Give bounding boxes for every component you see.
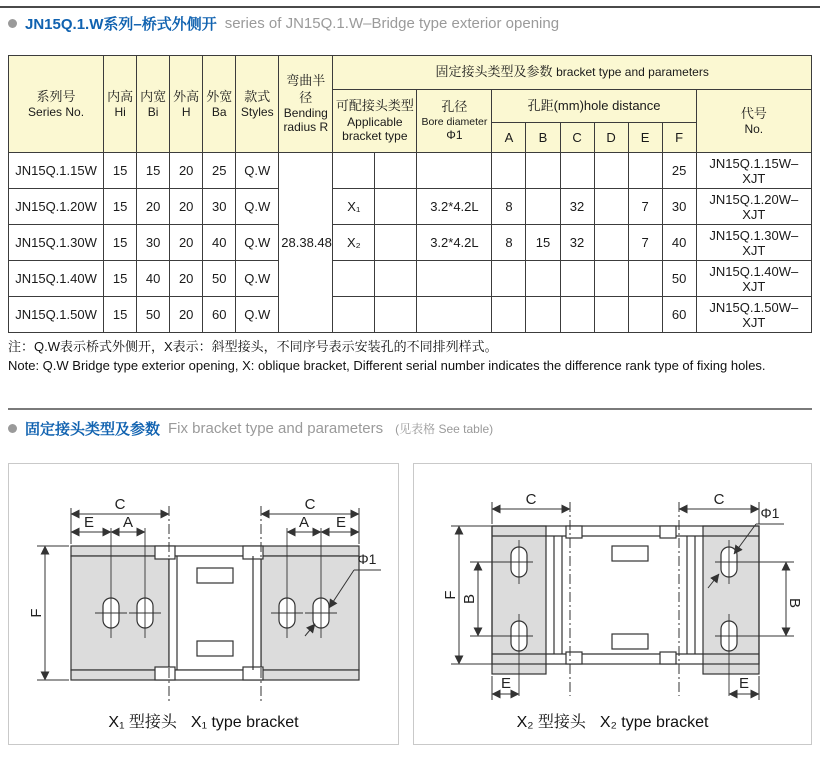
section-title-zh: 固定接头类型及参数 <box>25 421 161 438</box>
x2-label-c-left: C <box>525 491 537 508</box>
col-header-styles: 款式 Styles <box>236 56 279 153</box>
cell-C <box>560 261 594 297</box>
cell-bending-radius: 28.38.48 <box>279 153 333 333</box>
cell-E <box>628 153 662 189</box>
cell-bi: 50 <box>137 297 170 333</box>
cell-bi: 30 <box>137 225 170 261</box>
cell-styles: Q.W <box>236 297 279 333</box>
col-header-applicable-bracket: 可配接头类型 Applicable bracket type <box>333 90 417 153</box>
x1-label-phi: Φ1 <box>357 551 377 567</box>
col-header-hole-distance: 孔距(mm)hole distance <box>492 90 696 123</box>
cell-bracket <box>333 153 375 189</box>
cell-bore: 3.2*4.2L <box>417 225 492 261</box>
cell-styles: Q.W <box>236 189 279 225</box>
cell-D <box>594 261 628 297</box>
col-header-series: 系列号 Series No. <box>9 56 104 153</box>
cell-h: 20 <box>170 189 203 225</box>
col-header-E: E <box>628 123 662 153</box>
cell-A: 8 <box>492 189 526 225</box>
cell-bracket-extra <box>375 225 417 261</box>
cell-B <box>526 297 560 333</box>
cell-C: 32 <box>560 189 594 225</box>
cell-E <box>628 261 662 297</box>
col-header-ba: 外宽 Ba <box>203 56 236 153</box>
table-row <box>9 225 812 261</box>
col-header-D: D <box>594 123 628 153</box>
x2-label-phi: Φ1 <box>760 505 780 521</box>
page-title <box>8 13 812 34</box>
cell-h: 20 <box>170 297 203 333</box>
cell-bracket: X₁ <box>333 189 375 225</box>
cell-D <box>594 225 628 261</box>
cell-code: JN15Q.1.50W–XJT <box>696 297 811 333</box>
cell-ba: 30 <box>203 189 236 225</box>
cell-bore <box>417 297 492 333</box>
x2-label-c-right: C <box>713 491 725 508</box>
x1-label-e-left: E <box>83 514 95 531</box>
page-title-en: series of JN15Q.1.W–Bridge type exterior opening <box>224 15 560 32</box>
x2-label-b-right: B <box>786 597 803 609</box>
x2-drawing-svg <box>414 464 811 710</box>
cell-A <box>492 297 526 333</box>
x2-label-f: F <box>442 590 459 600</box>
col-header-C: C <box>560 123 594 153</box>
cell-series: JN15Q.1.50W <box>9 297 104 333</box>
cell-code: JN15Q.1.40W–XJT <box>696 261 811 297</box>
col-header-bracket-group: 固定接头类型及参数 bracket type and parameters <box>333 56 812 90</box>
cell-h: 20 <box>170 153 203 189</box>
cell-B <box>526 153 560 189</box>
cell-C <box>560 153 594 189</box>
cell-B: 15 <box>526 225 560 261</box>
col-header-bi: 内宽 Bi <box>137 56 170 153</box>
cell-F: 50 <box>662 261 696 297</box>
cell-bracket-extra <box>375 297 417 333</box>
cell-bi: 40 <box>137 261 170 297</box>
cell-bore <box>417 153 492 189</box>
cell-bracket-extra <box>375 153 417 189</box>
diagram-box-x1 <box>8 463 399 745</box>
x1-label-c-left: C <box>114 496 126 513</box>
table-note <box>8 338 812 376</box>
note-en: Note: Q.W Bridge type exterior opening, X: oblique bracket, Different serial number indicates the difference rank type of fixing holes. <box>8 357 766 373</box>
section-title <box>8 418 812 439</box>
cell-series: JN15Q.1.40W <box>9 261 104 297</box>
table-row <box>9 297 812 333</box>
x1-label-a-right: A <box>298 514 310 531</box>
cell-B <box>526 189 560 225</box>
x1-drawing-svg <box>9 464 398 710</box>
x1-label-f: F <box>28 608 45 618</box>
cell-C: 32 <box>560 225 594 261</box>
cell-hi: 15 <box>104 297 137 333</box>
col-header-hi: 内高 Hi <box>104 56 137 153</box>
col-header-bending-radius: 弯曲半径 Bending radius R <box>279 56 333 153</box>
note-zh: 注：Q.W表示桥式外侧开，X表示：斜型接头，不同序号表示安装孔的不同排列样式。 <box>8 339 498 354</box>
x1-label-c-right: C <box>304 496 316 513</box>
table-row <box>9 261 812 297</box>
cell-hi: 15 <box>104 153 137 189</box>
cell-bore <box>417 261 492 297</box>
x2-label-e-left: E <box>500 675 512 692</box>
cell-code: JN15Q.1.30W–XJT <box>696 225 811 261</box>
table-row <box>9 153 812 189</box>
col-header-bore-diameter: 孔径 Bore diameter Φ1 <box>417 90 492 153</box>
cell-E: 7 <box>628 225 662 261</box>
cell-C <box>560 297 594 333</box>
section-title-paren: (见表格 See table) <box>395 422 494 436</box>
cell-h: 20 <box>170 225 203 261</box>
cell-hi: 15 <box>104 261 137 297</box>
cell-bracket <box>333 261 375 297</box>
cell-series: JN15Q.1.30W <box>9 225 104 261</box>
cell-D <box>594 297 628 333</box>
x2-label-b-left: B <box>461 593 478 605</box>
cell-code: JN15Q.1.20W–XJT <box>696 189 811 225</box>
section-divider <box>8 408 812 410</box>
x2-caption: X₂ 型接头 X₂ type bracket <box>516 714 709 731</box>
col-header-B: B <box>526 123 560 153</box>
cell-D <box>594 153 628 189</box>
cell-bi: 20 <box>137 189 170 225</box>
cell-bracket-extra <box>375 189 417 225</box>
cell-ba: 40 <box>203 225 236 261</box>
cell-E <box>628 297 662 333</box>
cell-styles: Q.W <box>236 261 279 297</box>
cell-E: 7 <box>628 189 662 225</box>
col-header-code: 代号 No. <box>696 90 811 153</box>
spec-table <box>8 55 812 333</box>
col-header-h: 外高 H <box>170 56 203 153</box>
cell-bracket <box>333 297 375 333</box>
cell-styles: Q.W <box>236 153 279 189</box>
cell-F: 30 <box>662 189 696 225</box>
cell-F: 60 <box>662 297 696 333</box>
page-title-zh: JN15Q.1.W系列–桥式外侧开 <box>25 16 217 33</box>
cell-bore: 3.2*4.2L <box>417 189 492 225</box>
cell-series: JN15Q.1.20W <box>9 189 104 225</box>
cell-A <box>492 153 526 189</box>
cell-ba: 60 <box>203 297 236 333</box>
col-header-F: F <box>662 123 696 153</box>
x2-chain-outline <box>492 526 759 674</box>
cell-styles: Q.W <box>236 225 279 261</box>
cell-F: 25 <box>662 153 696 189</box>
x2-label-e-right: E <box>738 675 750 692</box>
cell-h: 20 <box>170 261 203 297</box>
cell-hi: 15 <box>104 225 137 261</box>
cell-ba: 25 <box>203 153 236 189</box>
cell-B <box>526 261 560 297</box>
cell-D <box>594 189 628 225</box>
table-row <box>9 189 812 225</box>
cell-A <box>492 261 526 297</box>
cell-bi: 15 <box>137 153 170 189</box>
cell-F: 40 <box>662 225 696 261</box>
section-title-en: Fix bracket type and parameters <box>168 420 384 437</box>
cell-bracket: X₂ <box>333 225 375 261</box>
diagram-box-x2 <box>413 463 812 745</box>
top-rule <box>0 6 820 8</box>
col-header-A: A <box>492 123 526 153</box>
cell-hi: 15 <box>104 189 137 225</box>
x1-caption: X₁ 型接头 X₁ type bracket <box>108 714 299 731</box>
x1-label-e-right: E <box>335 514 347 531</box>
cell-ba: 50 <box>203 261 236 297</box>
cell-code: JN15Q.1.15W–XJT <box>696 153 811 189</box>
bullet-icon <box>8 19 17 28</box>
x1-label-a-left: A <box>122 514 134 531</box>
cell-A: 8 <box>492 225 526 261</box>
bullet-icon <box>8 424 17 433</box>
cell-series: JN15Q.1.15W <box>9 153 104 189</box>
cell-bracket-extra <box>375 261 417 297</box>
